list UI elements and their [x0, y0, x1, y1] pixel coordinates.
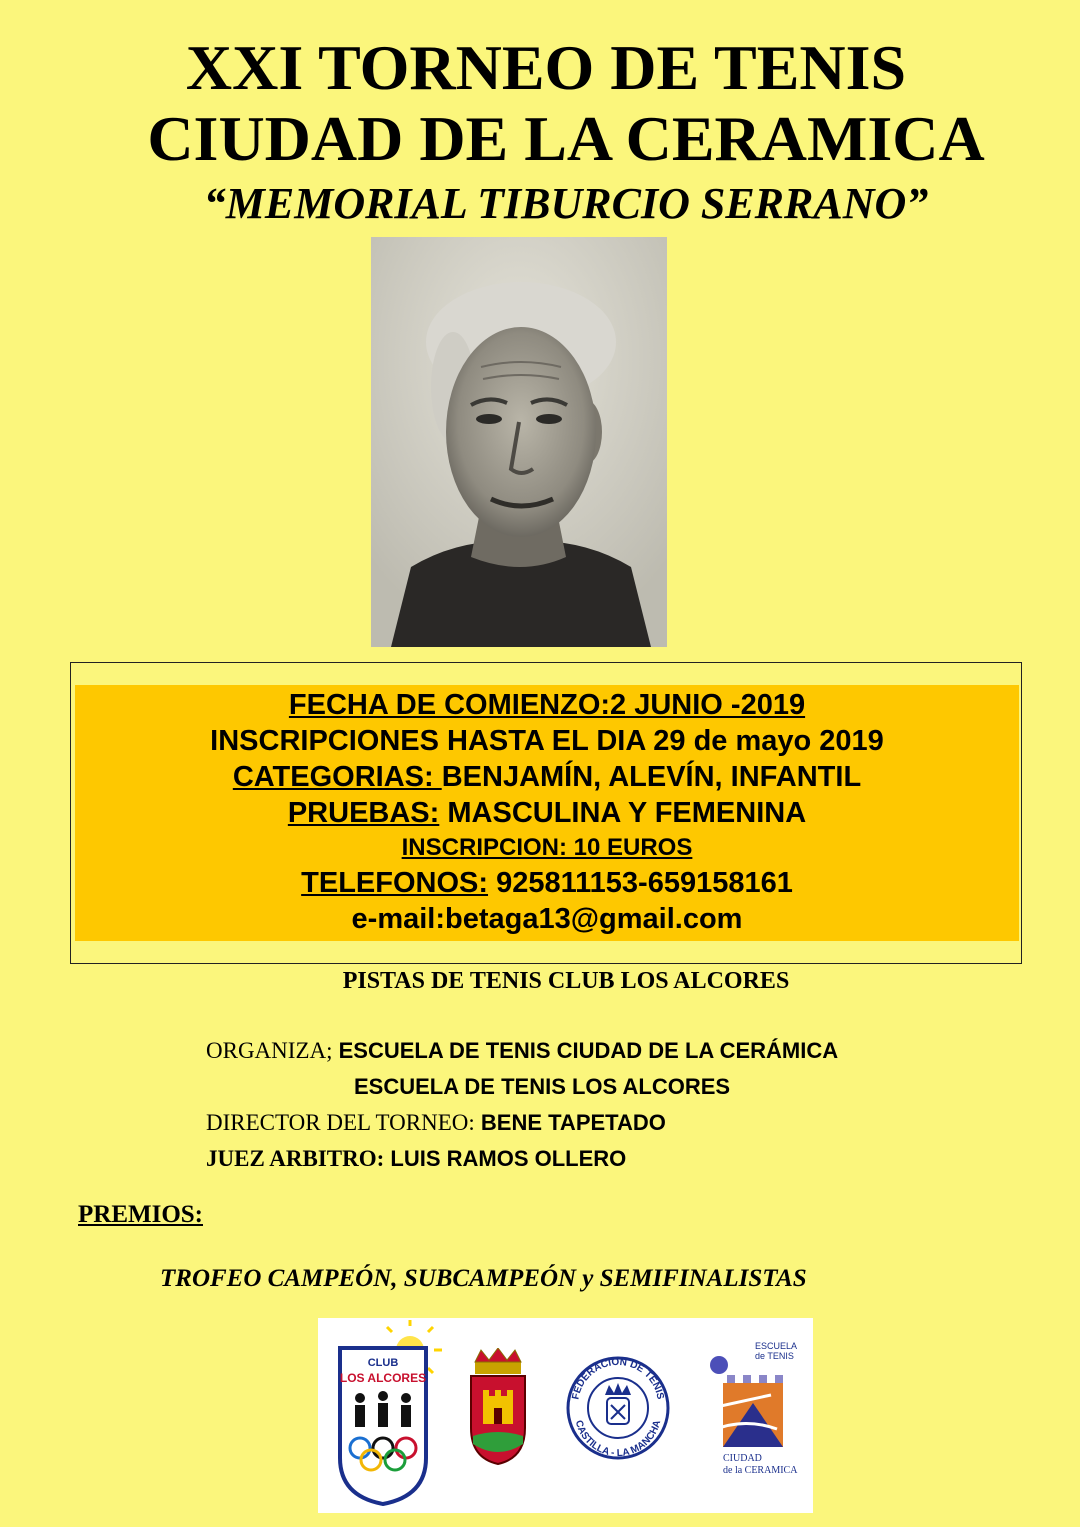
organizer-value-2: ESCUELA DE TENIS LOS ALCORES [354, 1074, 731, 1099]
federacion-tenis-logo [563, 1343, 673, 1473]
prizes-trophy: TROFEO CAMPEÓN, SUBCAMPEÓN y SEMIFINALISTAS [160, 1265, 807, 1292]
referee-value: LUIS RAMOS OLLERO [384, 1146, 627, 1171]
referee-label: JUEZ ARBITRO: [206, 1146, 385, 1171]
family-icon [355, 1391, 411, 1427]
director-value: BENE TAPETADO [474, 1110, 666, 1135]
organizer-label: ORGANIZA; [206, 1038, 333, 1063]
categories-value: BENJAMÍN, ALEVÍN, INFANTIL [441, 761, 862, 793]
email-line: e-mail:betaga13@gmail.com [351, 903, 743, 935]
school-logo-sub-text: de TENIS [755, 1351, 794, 1361]
club-los-alcores-logo [318, 1318, 448, 1513]
club-logo-name-text: LOS ALCORES [339, 1371, 427, 1385]
subtitle-memorial: “MEMORIAL TIBURCIO SERRANO” [203, 179, 929, 228]
director-label: DIRECTOR DEL TORNEO: [206, 1110, 475, 1135]
events-label: PRUEBAS: [287, 797, 440, 829]
sponsor-logos [318, 1318, 813, 1513]
venue: PISTAS DE TENIS CLUB LOS ALCORES [342, 968, 790, 994]
info-box [70, 662, 1022, 964]
organizer-value-1: ESCUELA DE TENIS CIUDAD DE LA CERÁMICA [332, 1038, 839, 1063]
federation-bottom-text: CASTILLA - LA MANCHA [572, 1419, 664, 1460]
title-line-1: XXI TORNEO DE TENIS [185, 32, 907, 103]
phones-value: 925811153-659158161 [488, 867, 793, 899]
events-value: MASCULINA Y FEMENINA [439, 797, 807, 829]
club-logo-top-text: CLUB [367, 1357, 399, 1369]
referee-row [206, 1146, 626, 1172]
portrait-photo [371, 237, 667, 647]
escuela-tenis-ceramica-logo [693, 1333, 803, 1498]
start-date: FECHA DE COMIENZO:2 JUNIO -2019 [288, 689, 806, 721]
school-logo-top-text: ESCUELA [755, 1341, 798, 1351]
crown-icon [475, 1348, 521, 1374]
categories-label: CATEGORIAS: [232, 761, 442, 793]
events-line [71, 795, 1023, 831]
organizer-row-2 [354, 1074, 730, 1100]
ciudad-text-2: de la CERAMICA [723, 1465, 798, 1476]
prizes-label: PREMIOS: [78, 1201, 203, 1228]
registration-fee: INSCRIPCION: 10 EUROS [401, 834, 693, 861]
tennis-ball-icon [710, 1356, 728, 1374]
town-coat-of-arms-logo [463, 1348, 533, 1468]
castle-icon [483, 1390, 513, 1424]
director-row [206, 1110, 666, 1136]
federation-top-text: FEDERACION DE TENIS [570, 1356, 666, 1401]
organizer-row [206, 1038, 838, 1064]
title-line-2: CIUDAD DE LA CERAMICA [147, 103, 985, 174]
tower-icon [707, 1375, 783, 1447]
registration-deadline: INSCRIPCIONES HASTA EL DIA 29 de mayo 2019 [210, 725, 884, 757]
phones-label: TELEFONOS: [301, 867, 489, 899]
ciudad-text-1: CIUDAD [723, 1453, 762, 1464]
categories-line [71, 759, 1023, 795]
phones-line [71, 865, 1023, 901]
